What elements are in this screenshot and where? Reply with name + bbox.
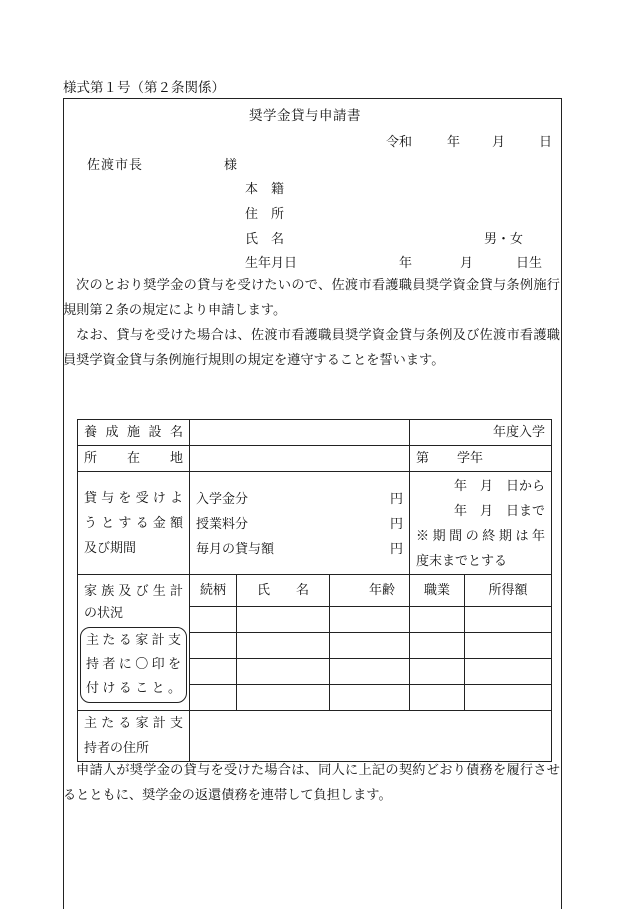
grade-cell[interactable] — [410, 446, 552, 472]
location-input[interactable] — [190, 446, 410, 472]
family-cell[interactable] — [190, 633, 237, 659]
statement-application: 次のとおり奨学金の貸与を受けたいので、佐渡市看護職員奨学資金貸与条例施行規則第２条の規定により申請します。 — [63, 278, 560, 318]
loan-item[interactable] — [196, 487, 403, 512]
supporter-address-input[interactable] — [190, 711, 552, 762]
date-month: 月 — [492, 135, 506, 150]
grade-prefix: 第 — [416, 450, 430, 466]
family-header: 続柄 — [190, 575, 237, 607]
statement-compliance: なお、貸与を受けた場合は、佐渡市看護職員奨学資金貸与条例及び佐渡市看護職員奨学資金貸与条例施行規則の規定を遵守することを誓います。 — [63, 328, 560, 368]
period-note-line: 度末までとする — [416, 554, 508, 569]
family-label-line: 家族及び生計 — [84, 584, 183, 599]
family-note-line: 持者に〇印を — [86, 657, 181, 672]
family-cell[interactable] — [330, 633, 410, 659]
family-cell[interactable] — [465, 633, 552, 659]
family-cell[interactable] — [410, 633, 465, 659]
loan-period[interactable] — [410, 472, 552, 575]
gender-options: 男・女 — [484, 232, 524, 247]
form-number: 様式第１号（第２条関係） — [63, 80, 225, 96]
family-header: 所得額 — [465, 575, 552, 607]
enrollment-year[interactable]: 年度入学 — [410, 420, 552, 446]
grade-suffix: 学年 — [457, 450, 484, 466]
domicile-label: 本 籍 — [245, 182, 285, 197]
family-note-line: 主たる家計支 — [86, 633, 181, 648]
loan-item-label: 入学金分 — [196, 491, 249, 507]
family-cell[interactable] — [410, 685, 465, 711]
family-cell[interactable] — [237, 607, 330, 633]
supporter-label-line: 持者の住所 — [84, 741, 150, 756]
family-cell[interactable] — [465, 659, 552, 685]
family-cell[interactable] — [410, 607, 465, 633]
family-cell[interactable] — [465, 685, 552, 711]
family-cell[interactable] — [410, 659, 465, 685]
birth-year: 年 — [399, 256, 413, 271]
institution-input[interactable] — [190, 420, 410, 446]
addressee-name: 佐渡市長 — [87, 158, 144, 173]
family-label — [78, 575, 190, 711]
loan-item-label: 毎月の貸与額 — [196, 541, 275, 557]
family-header: 氏 名 — [237, 575, 330, 607]
family-header: 職業 — [410, 575, 465, 607]
loan-item-unit: 円 — [390, 491, 404, 507]
family-cell[interactable] — [190, 607, 237, 633]
loan-amounts[interactable] — [190, 472, 410, 575]
period-start: 年 月 日から — [454, 479, 546, 494]
loan-item[interactable] — [196, 537, 403, 562]
loan-item[interactable] — [196, 512, 403, 537]
loan-label — [78, 472, 190, 575]
guarantor-statement: 申請人が奨学金の貸与を受けた場合は、同人に上記の契約どおり債務を履行させるとともに、奨学金の返還債務を連帯して負担します。 — [63, 763, 560, 803]
loan-label-line: うとする金額 — [84, 515, 183, 531]
family-label-line: の状況 — [84, 606, 124, 621]
family-note-line: 付けること。 — [86, 681, 181, 696]
institution-label: 養成施設名 — [78, 420, 190, 446]
family-cell[interactable] — [330, 685, 410, 711]
birthdate-label: 生年月日 — [245, 256, 298, 271]
location-label: 所在地 — [78, 446, 190, 472]
family-cell[interactable] — [237, 659, 330, 685]
addressee-honorific: 様 — [224, 158, 238, 173]
supporter-label — [78, 711, 190, 762]
family-cell[interactable] — [465, 607, 552, 633]
date-year: 年 — [447, 135, 461, 150]
family-cell[interactable] — [237, 633, 330, 659]
loan-label-line: 及び期間 — [84, 540, 137, 556]
date-day: 日 — [539, 135, 553, 150]
birth-day: 日生 — [516, 256, 543, 271]
family-header: 年齢 — [330, 575, 410, 607]
family-note — [80, 627, 187, 703]
date-era: 令和 — [386, 135, 413, 150]
birth-month: 月 — [460, 256, 474, 271]
family-cell[interactable] — [190, 659, 237, 685]
name-label: 氏 名 — [245, 232, 285, 247]
period-note-line: ※期間の終期は年 — [416, 529, 546, 544]
loan-item-unit: 円 — [390, 516, 404, 532]
loan-label-line: 貸与を受けよ — [84, 490, 183, 506]
address-label: 住 所 — [245, 207, 285, 222]
loan-item-unit: 円 — [390, 541, 404, 557]
form-title: 奨学金貸与申請書 — [249, 108, 361, 124]
loan-item-label: 授業料分 — [196, 516, 249, 532]
period-end: 年 月 日まで — [454, 504, 546, 519]
family-cell[interactable] — [190, 685, 237, 711]
application-table — [77, 419, 552, 762]
family-cell[interactable] — [237, 685, 330, 711]
supporter-label-line: 主たる家計支 — [84, 716, 183, 731]
family-cell[interactable] — [330, 607, 410, 633]
family-cell[interactable] — [330, 659, 410, 685]
